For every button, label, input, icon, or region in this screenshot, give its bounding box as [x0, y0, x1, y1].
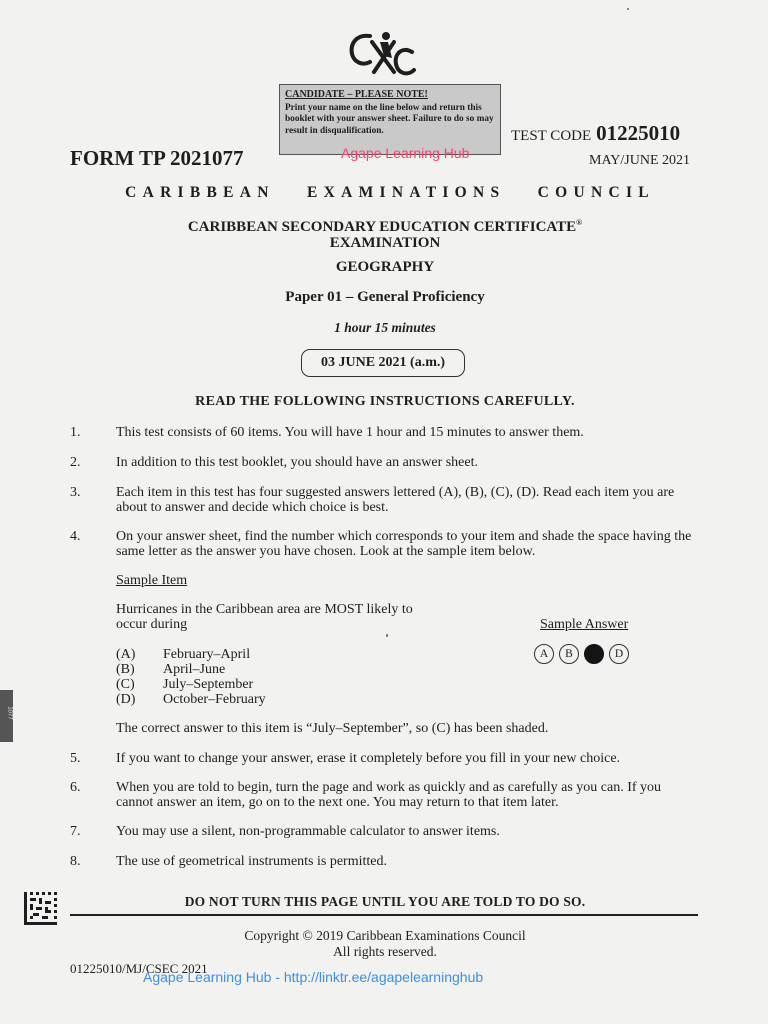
notice-title: CANDIDATE – PLEASE NOTE!	[285, 89, 428, 100]
sample-question: Hurricanes in the Caribbean area are MOST likely to occur during	[116, 602, 413, 632]
instruction-number: 8.	[70, 854, 81, 869]
test-code	[511, 121, 680, 146]
test-code-label: TEST CODE	[511, 128, 592, 144]
instruction-number: 7.	[70, 824, 81, 839]
footer-rule	[70, 914, 698, 916]
paper-title: Paper 01 – General Proficiency	[285, 289, 485, 305]
instructions-heading: READ THE FOLLOWING INSTRUCTIONS CAREFULLY.	[195, 394, 575, 409]
copyright-line: Copyright © 2019 Caribbean Examinations Council	[244, 928, 526, 943]
answer-bubble-c-shaded	[584, 644, 604, 664]
sample-answer-bubbles	[534, 644, 629, 664]
data-matrix-code	[24, 892, 57, 925]
instruction-number: 4.	[70, 529, 81, 544]
registered-mark: ®	[576, 218, 583, 227]
form-number: FORM TP 2021077	[70, 146, 244, 170]
instruction-number: 3.	[70, 485, 81, 500]
do-not-turn-warning: DO NOT TURN THIS PAGE UNTIL YOU ARE TOLD TO DO SO.	[184, 894, 586, 909]
answer-bubble-a: A	[534, 644, 554, 664]
option-letter: (A)	[116, 647, 136, 662]
answer-bubble-b: B	[559, 644, 579, 664]
certificate-line-1: CARIBBEAN SECONDARY EDUCATION CERTIFICATE	[187, 219, 577, 235]
certificate-line-2: EXAMINATION	[329, 235, 441, 251]
certificate-title	[60, 215, 710, 251]
sample-explanation: The correct answer to this item is “July–September”, so (C) has been shaded.	[116, 721, 549, 736]
exam-date: 03 JUNE 2021 (a.m.)	[301, 349, 465, 377]
answer-bubble-d: D	[609, 644, 629, 664]
instruction-text: You may use a silent, non-programmable calculator to answer items.	[116, 824, 500, 839]
instruction-number: 2.	[70, 455, 81, 470]
option-text: February–April	[163, 647, 251, 662]
option-letter: (B)	[116, 662, 135, 677]
option-letter: (C)	[116, 677, 135, 692]
side-tab	[0, 690, 13, 742]
instruction-text: If you want to change your answer, erase it completely before you fill in your new choice.	[116, 751, 621, 766]
scan-speck	[627, 8, 629, 10]
instruction-text: This test consists of 60 items. You will have 1 hour and 15 minutes to answer them.	[116, 425, 584, 440]
option-text: October–February	[163, 692, 266, 707]
instruction-text: When you are told to begin, turn the page and work as quickly and as carefully as you can. If you cannot answer an item, go on to the next one. You may return to that item later.	[116, 780, 662, 810]
option-letter: (D)	[116, 692, 136, 707]
instruction-number: 1.	[70, 425, 81, 440]
option-text: April–June	[163, 662, 226, 677]
sample-answer-title: Sample Answer	[540, 617, 629, 632]
instruction-number: 5.	[70, 751, 81, 766]
watermark-bottom: Agape Learning Hub - http://linktr.ee/agapelearninghub	[143, 969, 484, 985]
notice-body: Print your name on the line below and return this booklet with your answer sheet. Failure to do so may result in disqualification.	[285, 102, 494, 136]
instruction-text: On your answer sheet, find the number which corresponds to your item and shade the space having the same letter as the answer you have chosen. Look at the sample item below.	[116, 529, 692, 559]
option-text: July–September	[163, 677, 254, 692]
instruction-text: The use of geometrical instruments is permitted.	[116, 854, 387, 869]
rights-line: All rights reserved.	[333, 944, 437, 959]
instruction-text: In addition to this test booklet, you should have an answer sheet.	[116, 455, 478, 470]
exam-session: MAY/JUNE 2021	[589, 153, 690, 168]
sample-item-title: Sample Item	[116, 573, 188, 588]
side-tab-label: 1077	[6, 706, 13, 720]
council-name: CARIBBEAN EXAMINATIONS COUNCIL	[125, 184, 655, 201]
instruction-number: 6.	[70, 780, 81, 795]
subject-title: GEOGRAPHY	[335, 259, 435, 275]
exam-duration: 1 hour 15 minutes	[334, 320, 436, 335]
footer-code: 01225010/MJ/CSEC 2021	[70, 961, 208, 976]
scan-speck	[386, 634, 388, 637]
instruction-text: Each item in this test has four suggested answers lettered (A), (B), (C), (D). Read each item you are about to answer and decide which choice is best.	[116, 485, 675, 515]
cxc-logo	[346, 28, 420, 82]
test-code-value: 01225010	[596, 121, 681, 145]
watermark-top: Agape Learning Hub	[341, 145, 470, 161]
